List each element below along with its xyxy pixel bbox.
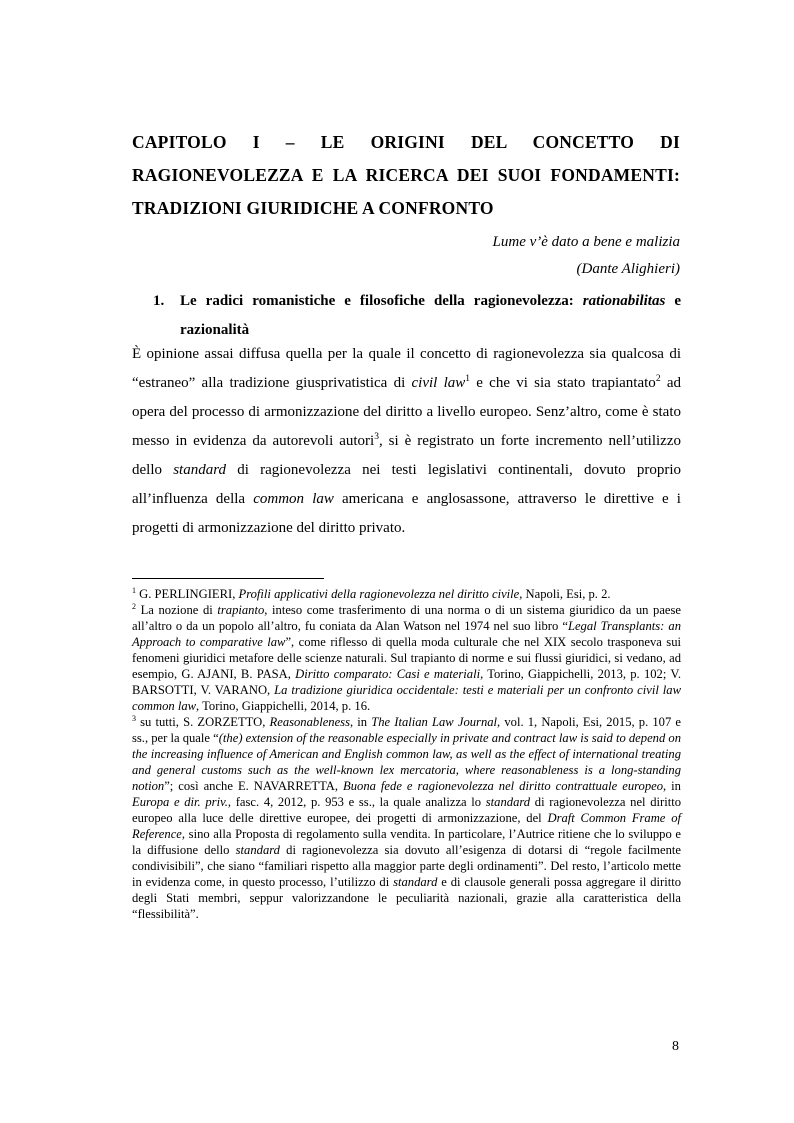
footnote-emphasis: (the) extension of the reasonable especially in private and contract law is said to depend on the increasing influence of American and English common law, as well as the effect of international treating and general customs such as the well-known lex mercatoria, where reasonableness is a long-standing notion [132, 731, 681, 793]
footnote-emphasis: Diritto comparato: Casi e materiali [295, 667, 481, 681]
chapter-title-line-3: TRADIZIONI GIURIDICHE A CONFRONTO [132, 198, 494, 218]
footnote-text: G. PERLINGIERI, [136, 587, 239, 601]
chapter-title-line-2: RAGIONEVOLEZZA E LA RICERCA DEI SUOI FONDAMENTI: [132, 165, 680, 185]
footnote-emphasis: standard [485, 795, 531, 809]
epigraph-quote: Lume v’è dato a bene e malizia [492, 234, 680, 250]
body-paragraph [132, 340, 681, 543]
body-emphasis: standard [173, 462, 226, 478]
footnote-3 [132, 714, 681, 922]
body-text-run: ad opera del processo di armonizzazione del diritto a livello europeo. Senz’altro, come è stato messo in evidenza da autorevoli autori [132, 375, 681, 449]
footnote-text: ”; così anche E. NAVARRETTA, [164, 779, 344, 793]
footnote-ref-2[interactable]: 2 [655, 374, 661, 384]
footnote-text: , in [663, 779, 681, 793]
footnote-text: e di clausole generali possa aggregare il diritto degli Stati membri, seppur valorizzandone le peculiarità nazionali, grazie alla caratteristica della “flessibilità”. [132, 875, 681, 921]
chapter-title [132, 126, 680, 225]
footnote-emphasis: Reasonableness [269, 715, 350, 729]
footnote-1 [132, 586, 681, 602]
footnote-emphasis: Profili applicativi della ragionevolezza nel diritto civile [238, 587, 520, 601]
section-title-part: e [665, 293, 681, 309]
body-text-run: e che vi sia stato trapiantato [470, 375, 656, 391]
body-text-run: , si è registrato un forte incremento nell’utilizzo dello [132, 433, 681, 478]
footnote-text: , sino alla Proposta di regolamento sulla vendita. In particolare, l’Autrice ritiene che lo sviluppo e la diffusione dello [132, 827, 681, 857]
footnote-number: 2 [132, 601, 136, 611]
footnote-emphasis: La tradizione giuridica occidentale: testi e materiali per un confronto civil law common law [132, 683, 681, 713]
footnote-text: di ragionevolezza sia dovuto all’esigenza di dotarsi di “regole facilmente condivisibili”, che siano “familiari rispetto alla maggior parte degli ordinamenti”. Del resto, l’articolo mette in evidenza come, in questo processo, l’utilizzo di [132, 843, 681, 889]
footnote-emphasis: standard [235, 843, 280, 857]
section-number: 1. [153, 293, 165, 309]
section-heading [153, 287, 681, 345]
footnote-2 [132, 602, 681, 714]
epigraph-author: (Dante Alighieri) [576, 261, 680, 277]
footnote-separator [132, 578, 324, 579]
page-number: 8 [672, 1039, 679, 1054]
footnote-ref-3[interactable]: 3 [374, 432, 379, 442]
footnote-text: ”, come riflesso di quella moda culturale che nel XIX secolo trasponeva sui fenomeni giuridici metafore delle scienze naturali. Sul trapianto di norme e sui flussi giuridici, si vedano, ad esempio, G. AJANI, B. PASA, [132, 635, 681, 681]
footnotes [132, 586, 681, 922]
footnote-text: , vol. 1, Napoli, Esi, 2015, p. 107 e ss., per la quale “ [132, 715, 682, 745]
chapter-title-line-1: CAPITOLO I – LE ORIGINI DEL CONCETTO DI [132, 132, 680, 152]
footnote-text: su tutti, S. ZORZETTO, [136, 715, 270, 729]
body-text-run: americana e anglosassone, attraverso le direttive e i progetti di armonizzazione del diritto privato. [132, 491, 681, 536]
footnote-emphasis: Legal Transplants: an Approach to comparative law [132, 619, 681, 649]
footnote-emphasis: trapianto [217, 603, 265, 617]
section-title-line-2: razionalità [180, 322, 250, 338]
section-title-emphasis: rationabilitas [582, 293, 666, 309]
body-emphasis: common law [253, 491, 334, 507]
footnote-emphasis: Draft Common Frame of Reference [132, 811, 681, 841]
footnote-number: 3 [132, 713, 136, 723]
footnote-number: 1 [132, 585, 136, 595]
section-title [153, 287, 681, 345]
footnote-text: , inteso come trasferimento di una norma o di un sistema giuridico da un paese all’altro o da un popolo all’altro, fu coniata da Alan Watson nel 1974 nel suo libro “ [132, 603, 681, 633]
footnote-text: , in [349, 715, 372, 729]
body-text-run: di ragionevolezza nei testi legislativi continentali, dovuto proprio all’influenza della [132, 462, 681, 507]
footnote-emphasis: standard [393, 875, 438, 889]
footnote-text: , fasc. 4, 2012, p. 953 e ss., la quale analizza lo [227, 795, 486, 809]
epigraph [493, 229, 680, 283]
section-title-part: Le radici romanistiche e filosofiche della ragionevolezza: [180, 293, 583, 309]
footnote-emphasis: Buona fede e ragionevolezza nel diritto contrattuale europeo [343, 779, 664, 793]
footnote-text: di ragionevolezza nel diritto europeo alla luce delle direttive europee, dei progetti di armonizzazione, del [132, 795, 681, 825]
footnote-text: , Torino, Giappichelli, 2014, p. 16. [196, 699, 371, 713]
footnote-text: La nozione di [136, 603, 218, 617]
footnote-ref-1[interactable]: 1 [465, 374, 470, 384]
body-emphasis: civil law [411, 375, 466, 391]
footnote-text: , Napoli, Esi, p. 2. [519, 587, 611, 601]
footnote-emphasis: The Italian Law Journal [371, 715, 498, 729]
footnote-emphasis: Europa e dir. priv. [132, 795, 228, 809]
section-title-line-1 [180, 287, 681, 316]
footnote-text: , Torino, Giappichelli, 2013, p. 102; V. BARSOTTI, V. VARANO, [132, 667, 681, 697]
body-text-run: È opinione assai diffusa quella per la quale il concetto di ragionevolezza sia qualcosa di “estraneo” alla tradizione giusprivatistica di [132, 346, 681, 391]
